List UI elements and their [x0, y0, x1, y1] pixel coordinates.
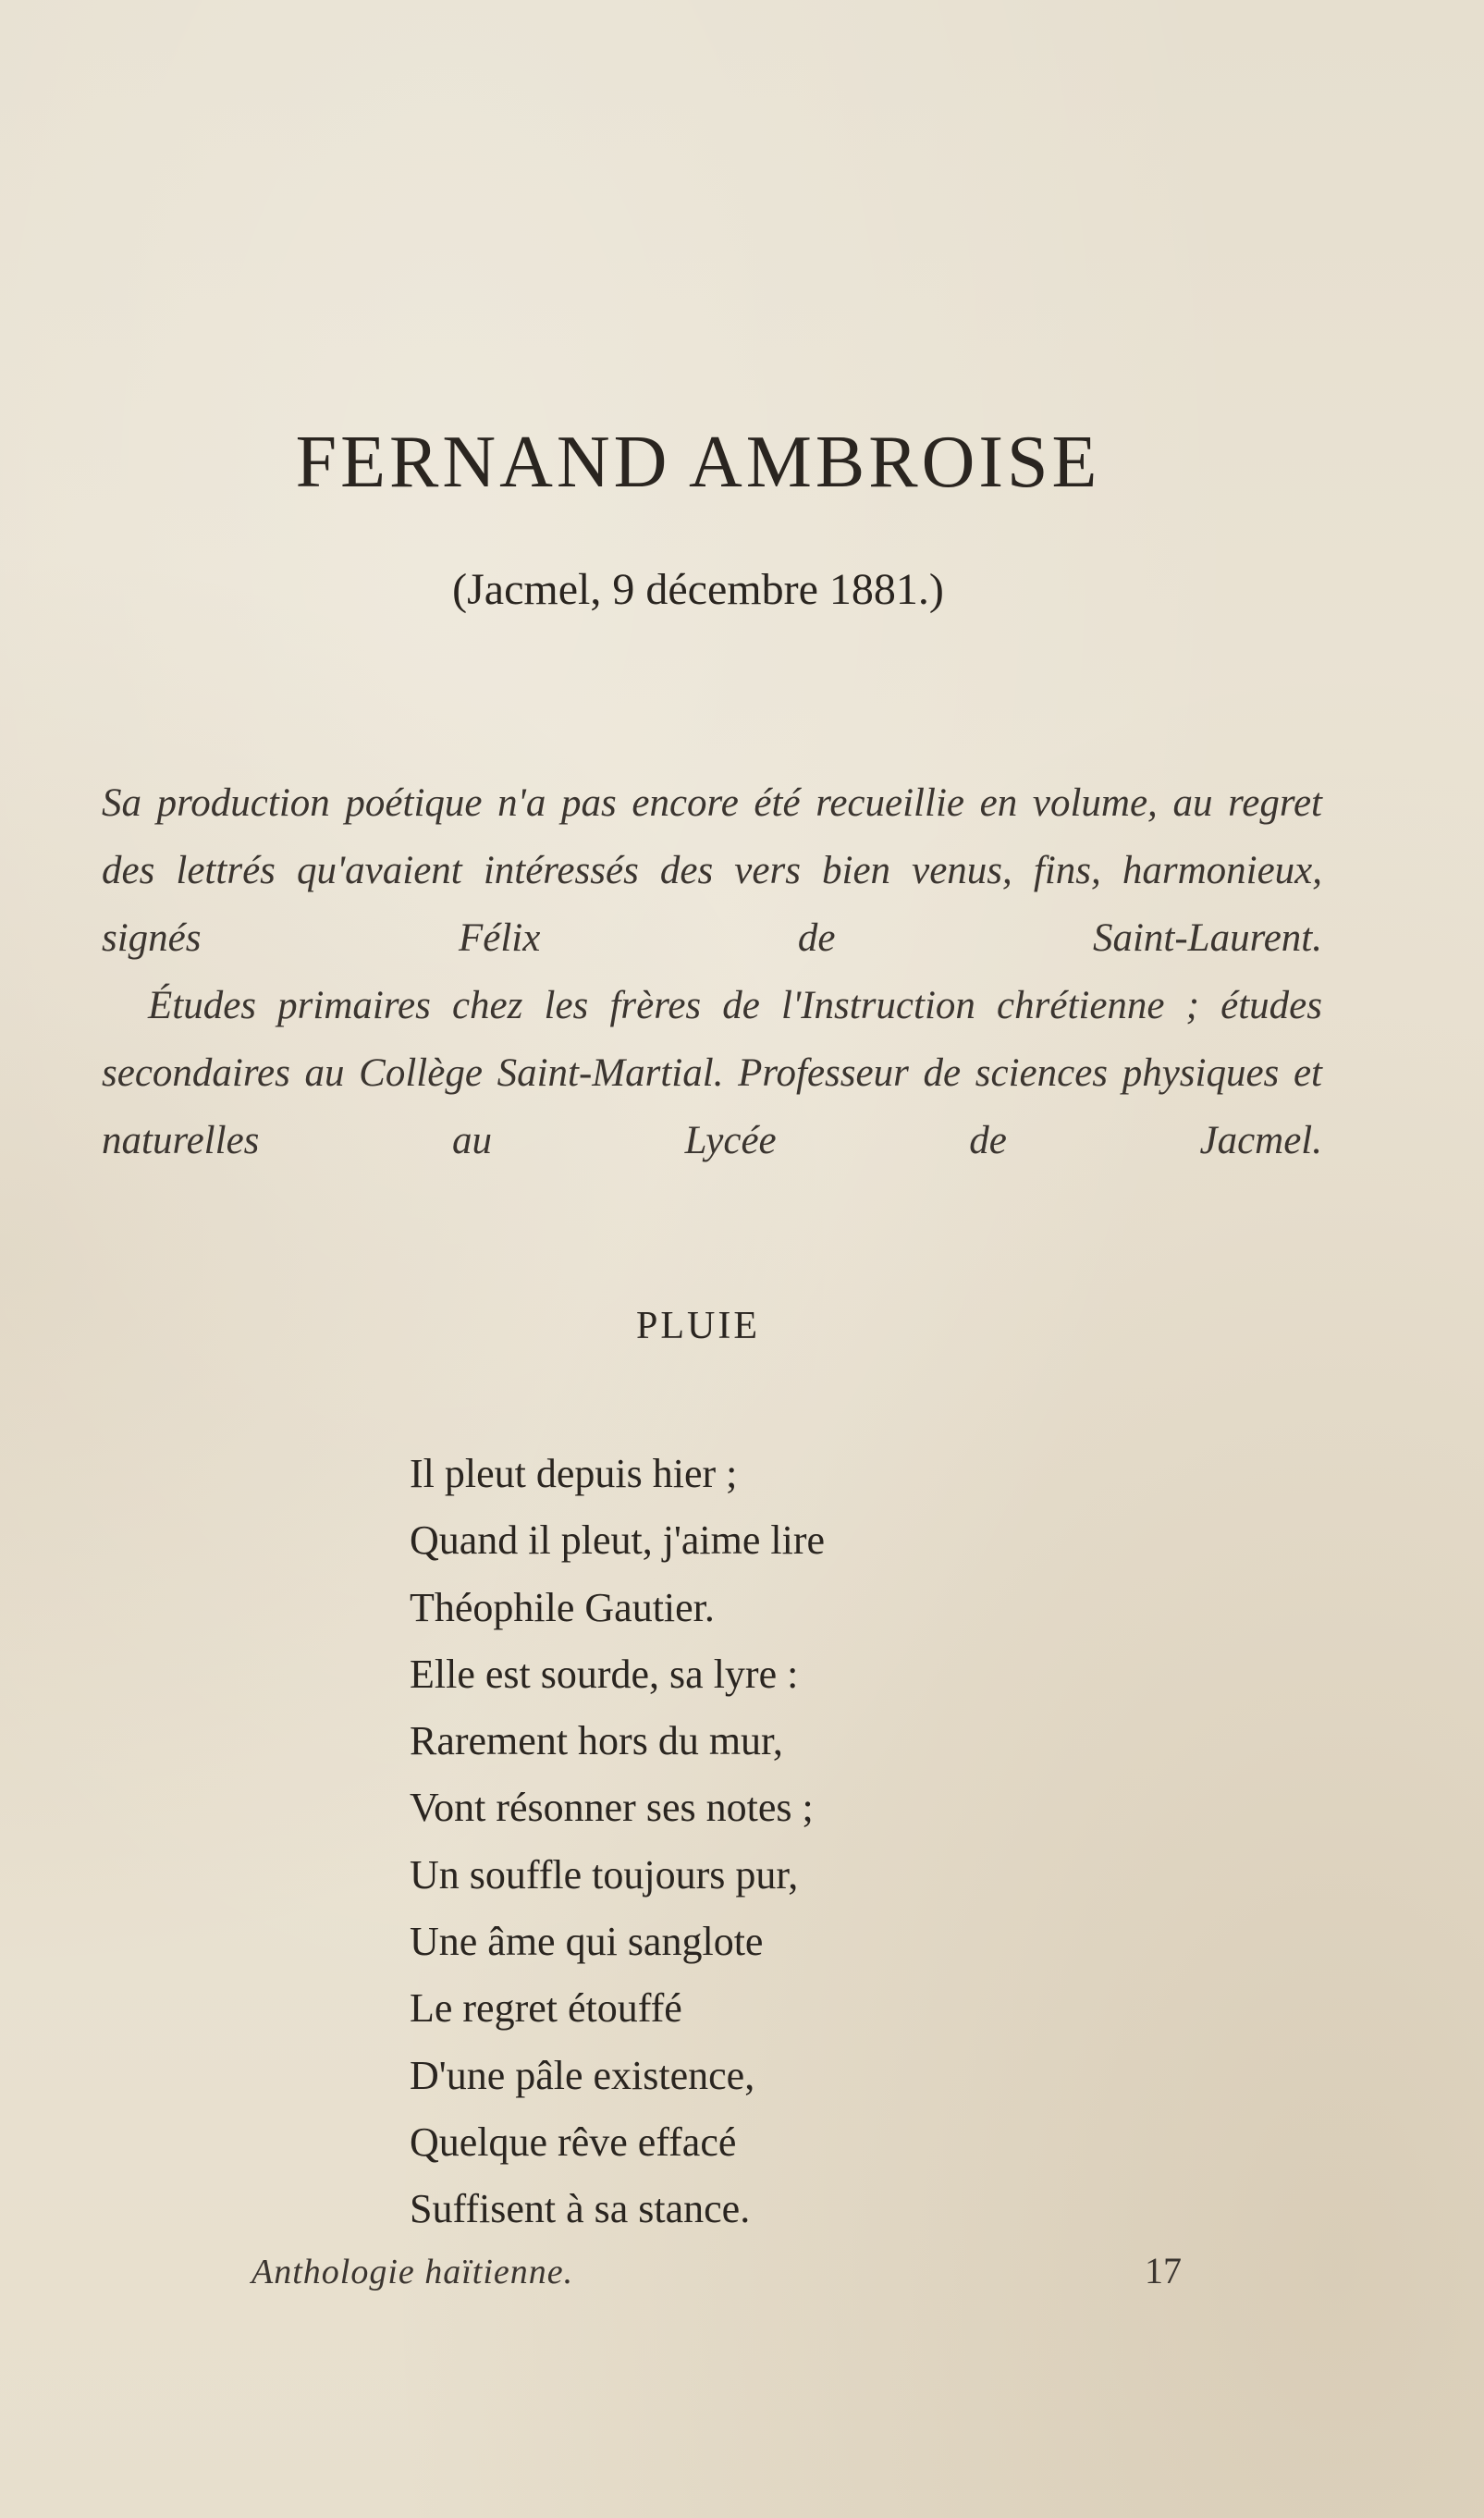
poem-stanza: [410, 1441, 825, 2243]
poem-line: Le regret étouffé: [410, 1985, 682, 2032]
page-number: 17: [1145, 2250, 1182, 2291]
poem-line: D'une pâle existence,: [410, 2052, 755, 2098]
author-name: FERNAND AMBROISE: [295, 422, 1101, 503]
poem-line: Elle est sourde, sa lyre :: [410, 1651, 799, 1697]
bio-paragraph: Études primaires chez les frères de l'Instruction chrétienne ; études secondaires au Collège Saint-Martial. Professeur de sciences physiques et naturelles au Lycée de Jacmel.: [102, 984, 1322, 1162]
poem-line: Il pleut depuis hier ;: [410, 1451, 738, 1496]
poem-title: PLUIE: [636, 1305, 760, 1347]
poem-line: Un souffle toujours pur,: [410, 1851, 799, 1898]
poem-line: Une âme qui sanglote: [410, 1919, 764, 1965]
poem-line: Vont résonner ses notes ;: [410, 1785, 814, 1831]
footer-book-title: Anthologie haïtienne.: [251, 2253, 574, 2291]
poem-line: Suffisent à sa stance.: [410, 2186, 751, 2232]
poem-line: Quelque rêve effacé: [410, 2119, 737, 2165]
bio-paragraph: Sa production poétique n'a pas encore été recueillie en volume, au regret des lettrés qu'avaient intéressés des vers bien venus, fins, harmonieux, signés Félix de Saint-Laurent.: [102, 781, 1322, 960]
author-biography: [102, 769, 1322, 1174]
poem-line: Rarement hors du mur,: [410, 1718, 783, 1764]
birth-info: (Jacmel, 9 décembre 1881.): [452, 565, 944, 614]
poem-line: Théophile Gautier.: [410, 1584, 715, 1630]
poem-line: Quand il pleut, j'aime lire: [410, 1517, 826, 1564]
